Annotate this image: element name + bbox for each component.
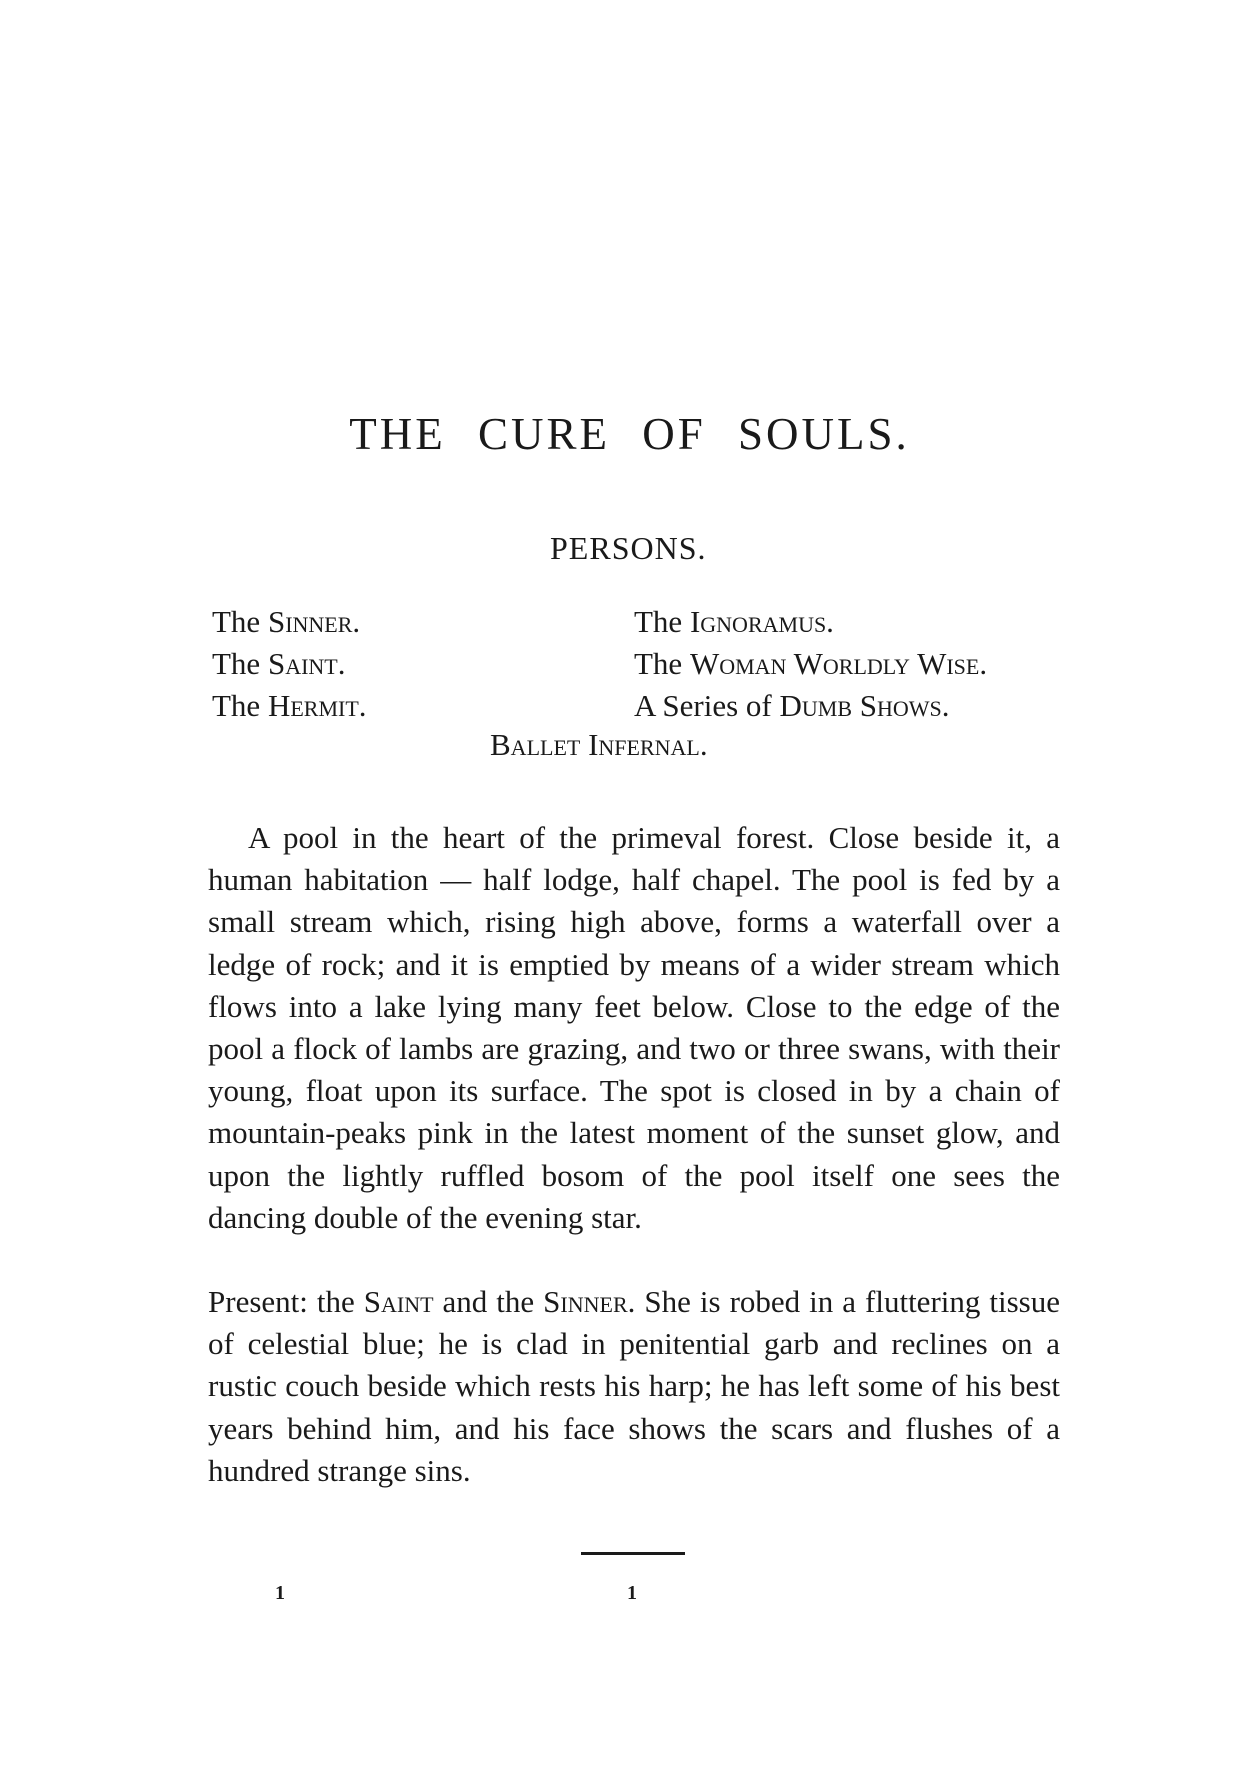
cast-name: Saint. — [267, 646, 346, 681]
present-label: Present: the — [208, 1284, 364, 1319]
cast-name: Ignoramus. — [689, 604, 834, 639]
cast-list-right — [634, 601, 987, 727]
cast-prefix: The — [212, 646, 268, 681]
cast-list-left — [212, 601, 367, 727]
cast-item — [634, 685, 987, 727]
cast-prefix: The — [212, 604, 268, 639]
cast-prefix: The — [634, 604, 690, 639]
cast-item — [212, 643, 367, 685]
cast-prefix: A Series of — [634, 688, 780, 723]
stage-direction-paragraph: A pool in the heart of the primeval forest. Close beside it, a human habitation — half lodge, half chapel. The pool is fed by a small stream which, rising high above, forms a waterfall over a ledge of rock; and it is emptied by means of a wider stream which flows into a lake lying many feet below. Close to the edge of the pool a flock of lambs are grazing, and two or three swans, with their young, float upon its surface. The spot is closed in by a chain of mountain-peaks pink in the latest moment of the sunset glow, and upon the lightly ruffled bosom of the pool itself one sees the dancing double of the evening star. — [208, 820, 1060, 1235]
section-rule — [581, 1552, 685, 1555]
ballet-infernal: Ballet Infernal. — [490, 727, 708, 762]
cast-item — [634, 601, 987, 643]
present-paragraph — [208, 1281, 1060, 1492]
sinner-name: Sinner. — [543, 1284, 636, 1319]
cast-item — [634, 643, 987, 685]
persons-heading: PERSONS. — [550, 530, 707, 566]
cast-name: Hermit. — [267, 688, 367, 723]
signature-mark: 1 — [275, 1582, 285, 1604]
page-number: 1 — [627, 1582, 637, 1604]
cast-item — [212, 685, 367, 727]
page-title: THE CURE OF SOULS. — [349, 409, 910, 459]
saint-name: Saint — [363, 1284, 434, 1319]
cast-prefix: The — [212, 688, 268, 723]
present-description: She is robed in a fluttering tissue of celestial blue; he is clad in penitential garb and reclines on a rustic couch beside which rests his harp; he has left some of his best years behind him, and his face shows the scars and flushes of a hundred strange sins. — [208, 1284, 1060, 1488]
cast-name: Sinner. — [267, 604, 361, 639]
cast-prefix: The — [634, 646, 690, 681]
and-the-text: and the — [433, 1284, 544, 1319]
cast-name: Dumb Shows. — [779, 688, 950, 723]
cast-item — [212, 601, 367, 643]
cast-name: Woman Worldly Wise. — [689, 646, 988, 681]
